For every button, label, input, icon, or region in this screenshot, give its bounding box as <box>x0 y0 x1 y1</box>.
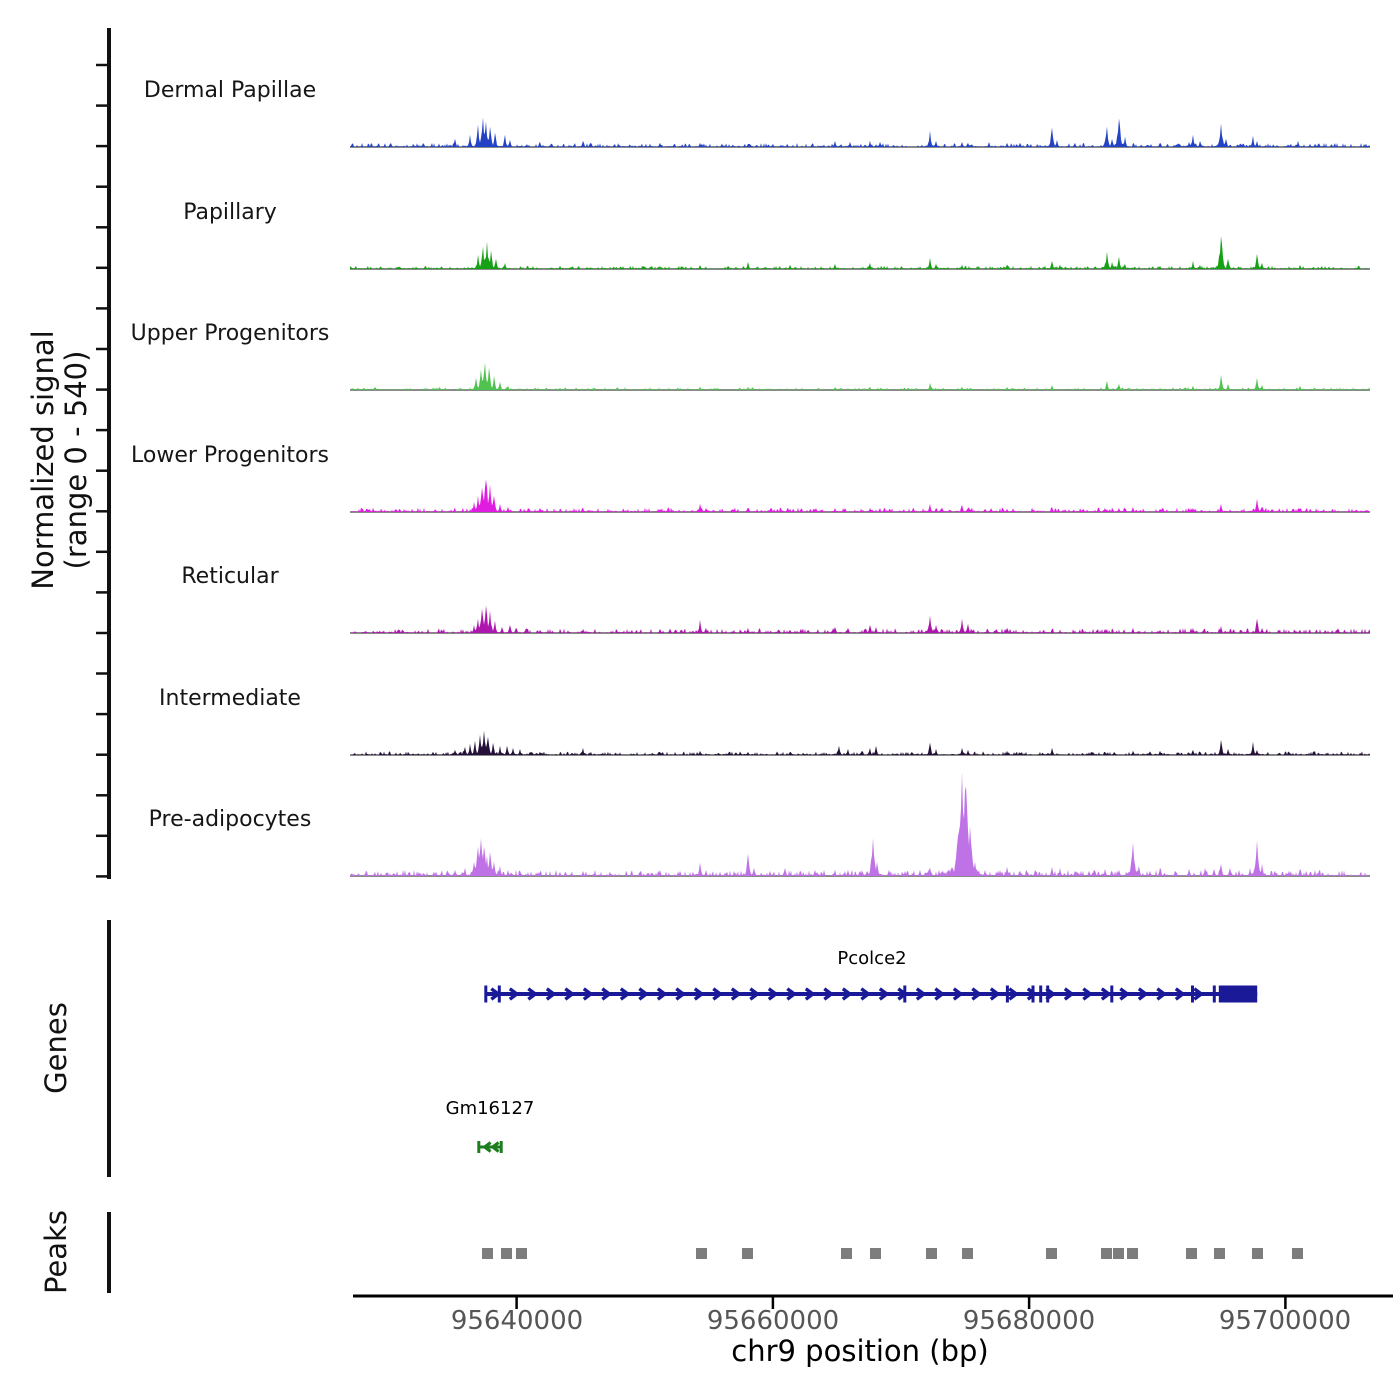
signal-area <box>350 236 1370 269</box>
y-axis-label-line2: (range 0 - 540) <box>59 350 93 570</box>
signal-area <box>350 772 1370 876</box>
y-axis-label <box>27 180 93 740</box>
signal-track-plot <box>350 760 1370 878</box>
peak-marker <box>1113 1248 1124 1259</box>
peak-marker <box>696 1248 707 1259</box>
peak-marker <box>962 1248 973 1259</box>
signal-area <box>350 363 1370 391</box>
thick-exon-box <box>1219 986 1257 1003</box>
signal-track-plot <box>350 639 1370 757</box>
track-label: Reticular <box>181 564 279 589</box>
peak-marker <box>841 1248 852 1259</box>
signal-track-plot <box>350 153 1370 271</box>
gene-model <box>478 1141 502 1153</box>
track-label: Upper Progenitors <box>130 321 330 346</box>
track-label: Intermediate <box>159 685 301 711</box>
track-label: Pre-adipocytes <box>148 807 312 832</box>
genes-section-label: Genes <box>39 1002 73 1094</box>
peak-marker <box>870 1248 881 1259</box>
x-axis-title: chr9 position (bp) <box>731 1334 989 1368</box>
gene-label: Gm16127 <box>445 1098 535 1119</box>
signal-track-plot <box>350 31 1370 149</box>
signal-track-plot <box>350 396 1370 514</box>
genes-axis-bracket <box>90 916 120 1182</box>
signal-track-plot <box>350 517 1370 635</box>
x-tick-label: 95660000 <box>706 1306 840 1336</box>
peak-marker <box>516 1248 527 1259</box>
gene-model <box>486 986 1257 1003</box>
peak-marker <box>1186 1248 1197 1259</box>
signal-area <box>350 606 1370 634</box>
peak-marker <box>482 1248 493 1259</box>
peak-marker <box>1101 1248 1112 1259</box>
peak-marker <box>1046 1248 1057 1259</box>
x-tick-label: 95700000 <box>1218 1306 1352 1336</box>
signal-area <box>350 479 1370 512</box>
peaks-axis-bracket <box>90 1208 120 1298</box>
track-label: Lower Progenitors <box>131 442 329 468</box>
track-label: Papillary <box>183 199 277 225</box>
peak-marker <box>1214 1248 1225 1259</box>
peak-marker <box>1292 1248 1303 1259</box>
peak-marker <box>501 1248 512 1259</box>
gene-label: Pcolce2 <box>837 948 907 969</box>
signal-area <box>350 730 1370 754</box>
peak-marker <box>926 1248 937 1259</box>
x-tick-label: 95640000 <box>450 1306 584 1336</box>
signal-area <box>350 118 1370 148</box>
track-label: Dermal Papillae <box>143 78 317 103</box>
peak-marker <box>1252 1248 1263 1259</box>
peak-marker <box>1127 1248 1138 1259</box>
signal-track-plot <box>350 274 1370 392</box>
x-tick-label: 95680000 <box>962 1306 1096 1336</box>
y-axis-label-line1: Normalized signal <box>26 330 60 590</box>
peak-marker <box>742 1248 753 1259</box>
peaks-section-label: Peaks <box>39 1210 73 1294</box>
